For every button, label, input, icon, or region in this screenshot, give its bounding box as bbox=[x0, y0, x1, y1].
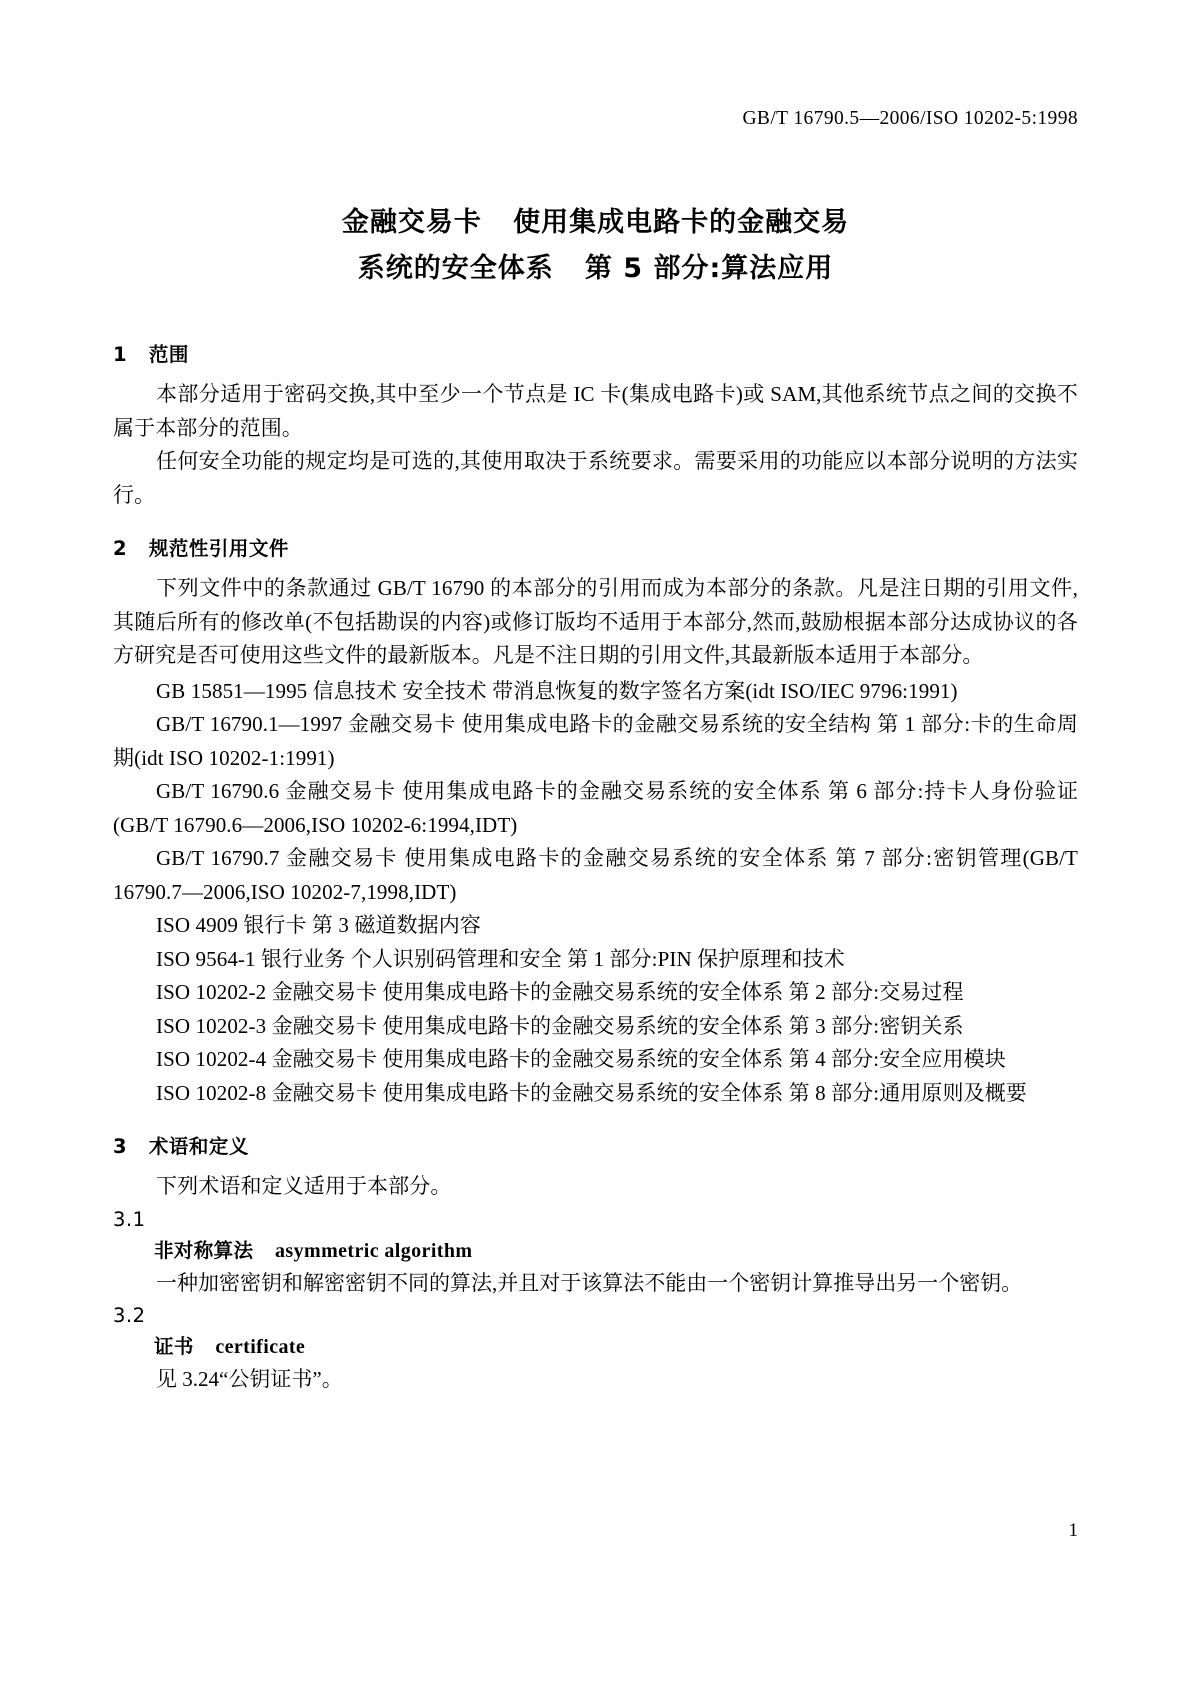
reference-item: ISO 10202-8 金融交易卡 使用集成电路卡的金融交易系统的安全体系 第 8 部分:通用原则及概要 bbox=[156, 1080, 1027, 1105]
section-heading-3: 3 术语和定义 bbox=[113, 1135, 249, 1158]
term-title-zh: 非对称算法 bbox=[153, 1238, 254, 1262]
term-definition: 一种加密密钥和解密密钥不同的算法,并且对于该算法不能由一个密钥计算推导出另一个密钥。 bbox=[156, 1270, 1023, 1295]
section-heading-1: 1 范围 bbox=[113, 343, 189, 366]
reference-item: ISO 10202-4 金融交易卡 使用集成电路卡的金融交易系统的安全体系 第 4 部分:安全应用模块 bbox=[156, 1047, 1006, 1071]
section-2-paragraph-1: 下列文件中的条款通过 GB/T 16790 的本部分的引用而成为本部分的条款。凡是注日期的引用文件,其随后所有的修改单(不包括勘误的内容)或修订版均不适用于本部分,然而,鼓励根据本部分达成协议的各方研究是否可使用这些文件的最新版本。凡是不注日期的引用文件,其最新版本适用于本部分。 bbox=[113, 576, 1078, 667]
section-3-paragraph-1: 下列术语和定义适用于本部分。 bbox=[156, 1174, 452, 1198]
title-line-1: 金融交易卡 使用集成电路卡的金融交易 bbox=[341, 207, 850, 238]
section-1-paragraph-2: 任何安全功能的规定均是可选的,其使用取决于系统要求。需要采用的功能应以本部分说明的方法实行。 bbox=[113, 449, 1078, 507]
page-number: 1 bbox=[1068, 1520, 1078, 1541]
term-entry bbox=[113, 1204, 1078, 1301]
term-number: 3.1 bbox=[113, 1207, 146, 1231]
running-header bbox=[0, 108, 1078, 130]
reference-item: ISO 10202-2 金融交易卡 使用集成电路卡的金融交易系统的安全体系 第 2 部分:交易过程 bbox=[156, 980, 964, 1004]
standard-code: GB/T 16790.5—2006/ISO 10202-5:1998 bbox=[742, 108, 1078, 129]
reference-item: GB/T 16790.7 金融交易卡 使用集成电路卡的金融交易系统的安全体系 第 7 部分:密钥管理(GB/T 16790.7—2006,ISO 10202-7,1998,IDT) bbox=[113, 846, 1078, 904]
term-title-en: certificate bbox=[215, 1336, 306, 1358]
term-title-en: asymmetric algorithm bbox=[275, 1239, 473, 1262]
normative-reference-list bbox=[113, 675, 1078, 1111]
section-heading-2: 2 规范性引用文件 bbox=[113, 537, 289, 560]
term-title bbox=[113, 1235, 1078, 1267]
reference-item: ISO 4909 银行卡 第 3 磁道数据内容 bbox=[156, 913, 481, 937]
reference-item: ISO 9564-1 银行业务 个人识别码管理和安全 第 1 部分:PIN 保护原理和技术 bbox=[156, 946, 845, 971]
term-entry bbox=[113, 1300, 1078, 1397]
reference-item: GB/T 16790.1—1997 金融交易卡 使用集成电路卡的金融交易系统的安全结构 第 1 部分:卡的生命周期(idt ISO 10202-1:1991) bbox=[113, 712, 1078, 770]
document-body bbox=[113, 340, 1078, 1397]
term-number: 3.2 bbox=[113, 1304, 146, 1327]
page-title bbox=[113, 200, 1078, 292]
reference-item: GB 15851—1995 信息技术 安全技术 带消息恢复的数字签名方案(idt ISO/IEC 9796:1991) bbox=[156, 678, 958, 703]
term-title-zh: 证书 bbox=[153, 1335, 194, 1358]
term-title bbox=[113, 1331, 1078, 1363]
section-1-paragraph-1: 本部分适用于密码交换,其中至少一个节点是 IC 卡(集成电路卡)或 SAM,其他系统节点之间的交换不属于本部分的范围。 bbox=[113, 382, 1078, 440]
term-definition: 见 3.24“公钥证书”。 bbox=[156, 1367, 343, 1391]
title-line-2: 系统的安全体系 第 5 部分:算法应用 bbox=[357, 253, 834, 284]
reference-item: GB/T 16790.6 金融交易卡 使用集成电路卡的金融交易系统的安全体系 第 6 部分:持卡人身份验证(GB/T 16790.6—2006,ISO 10202-6:1994,IDT) bbox=[113, 779, 1078, 837]
reference-item: ISO 10202-3 金融交易卡 使用集成电路卡的金融交易系统的安全体系 第 3 部分:密钥关系 bbox=[156, 1013, 964, 1038]
